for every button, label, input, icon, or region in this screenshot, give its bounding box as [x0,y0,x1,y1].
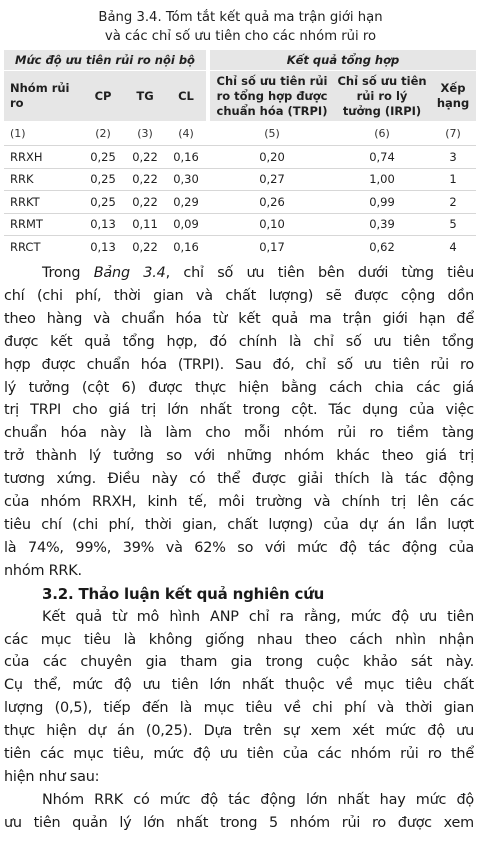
col-number: (3) [137,126,153,140]
text-line: lượng (0,5), tiếp đến là mục tiêu về chi phí và thời gian [4,700,474,717]
cell-trpi: 0,17 [210,236,334,258]
text-line: lý tưởng (cột 6) được thực hiện bằng cách chia các giá [4,379,474,396]
paragraph-table-explanation [4,262,474,285]
cell-xep-hang: 1 [430,168,476,191]
cell-cl: 0,16 [166,236,206,258]
cell-nhom: RRCT [4,236,82,258]
cell-trpi: 0,26 [210,191,334,214]
cell-nhom: RRK [4,168,82,191]
cell-cp: 0,25 [82,146,124,169]
text-line: của nhóm RRXH, kinh tế, môi trường và chính trị lên các [4,494,474,511]
cell-cl: 0,30 [166,168,206,191]
text-line: là 74%, 99%, 39% và 62% so với mức độ tác động của [4,539,474,556]
text-line: thực hiện dự án (0,25). Dựa trên sự xem xét mức độ ưu [4,723,474,740]
table-row [4,213,476,236]
cell-xep-hang: 4 [430,236,476,258]
table-row [4,191,476,214]
text-line: ưu tiên quản lý lớn nhất trong 5 nhóm rủi ro được xem [4,814,474,831]
cell-irpi: 0,62 [334,236,430,258]
text-line: Trong Bảng 3.4, chỉ số ưu tiên bên dưới từng tiêu [42,265,474,281]
text-line: trị TRPI cho giá trị lớn nhất trong cột. Tác dụng của việc [4,402,474,419]
cell-xep-hang: 2 [430,191,476,214]
header-irpi: Chỉ số ưu tiên rủi ro lý tưởng (IRPI) [334,71,430,122]
cell-trpi: 0,27 [210,168,334,191]
table-group-header-row [4,50,476,71]
cell-tg: 0,22 [124,146,166,169]
cell-xep-hang: 3 [430,146,476,169]
text-line: hợp được chuẩn hóa (TRPI). Sau đó, chỉ số ưu tiên rủi ro [4,356,474,373]
text-line: chí (chi phí, thời gian và chất lượng) sẽ được cộng dồn [4,287,474,304]
header-trpi: Chỉ số ưu tiên rủi ro tổng hợp được chuẩn hóa (TRPI) [210,71,334,122]
cell-cl: 0,09 [166,213,206,236]
table-caption [0,8,481,46]
table-header-row [4,71,476,122]
cell-cp: 0,25 [82,168,124,191]
cell-cl: 0,29 [166,191,206,214]
text-line: tương xứng. Điều này có thể được giải thích là tác động [4,471,474,488]
col-number: (5) [264,126,280,140]
paragraph-discussion [4,606,474,629]
cell-irpi: 1,00 [334,168,430,191]
text-line: trở thành lý tưởng so với những nhóm khác theo giá trị [4,448,474,465]
col-number: (2) [95,126,111,140]
text-line: tiên các mục tiêu, mức độ ưu tiên của các nhóm rủi ro thể [4,746,474,763]
col-number: (7) [445,126,461,140]
cell-nhom: RRKT [4,191,82,214]
table-row [4,236,476,258]
cell-cp: 0,13 [82,236,124,258]
table-row [4,168,476,191]
text-line: Kết quả từ mô hình ANP chỉ ra rằng, mức độ ưu tiên [42,608,474,625]
text-line: theo hàng và chuẩn hóa từ kết quả ma trận giới hạn để [4,310,474,327]
text-line: nhóm RRK. [4,562,82,579]
text-line: được kết quả tổng hợp, đó chính là chỉ số ưu tiên tổng [4,333,474,350]
risk-priority-table [4,50,476,258]
text-line: Cụ thể, mức độ ưu tiên lớn nhất thuộc về mục tiêu chất [4,677,474,694]
section-heading: 3.2. Thảo luận kết quả nghiên cứu [42,584,325,603]
col-number: (6) [374,126,390,140]
cell-xep-hang: 5 [430,213,476,236]
body-text [4,262,474,835]
cell-irpi: 0,74 [334,146,430,169]
cell-nhom: RRXH [4,146,82,169]
header-nhom-rui-ro: Nhóm rủi ro [4,71,82,122]
text-line: Nhóm RRK có mức độ tác động lớn nhất hay mức độ [42,791,474,808]
cell-trpi: 0,20 [210,146,334,169]
cell-cp: 0,25 [82,191,124,214]
cell-tg: 0,22 [124,236,166,258]
header-xep-hang: Xếp hạng [430,71,476,122]
text-line: hiện như sau: [4,768,100,785]
paragraph-rrk [4,789,474,812]
text-line: của các chuyên gia tham gia trong cuộc khảo sát này. [4,654,474,671]
cell-trpi: 0,10 [210,213,334,236]
text-line: chuẩn hóa này là làm cho mỗi nhóm rủi ro tiềm tàng [4,425,474,442]
text-line: các mục tiêu là không giống nhau theo cách nhìn nhận [4,631,474,648]
cell-irpi: 0,39 [334,213,430,236]
column-number-row [4,121,476,146]
header-tg: TG [124,71,166,122]
cell-cl: 0,16 [166,146,206,169]
header-cp: CP [82,71,124,122]
cell-tg: 0,22 [124,191,166,214]
group-header-summary: Kết quả tổng hợp [210,50,476,71]
cell-tg: 0,22 [124,168,166,191]
cell-tg: 0,11 [124,213,166,236]
col-number: (4) [178,126,194,140]
cell-cp: 0,13 [82,213,124,236]
caption-line-2: và các chỉ số ưu tiên cho các nhóm rủi ro [104,29,377,44]
col-number: (1) [10,126,26,140]
cell-nhom: RRMT [4,213,82,236]
caption-line-1: Bảng 3.4. Tóm tắt kết quả ma trận giới hạn [98,10,383,25]
text-line: tiêu chí (chi phí, thời gian, chất lượng) của dự án lần lượt [4,516,474,533]
table-row [4,146,476,169]
table-reference: Bảng 3.4 [93,265,166,281]
header-cl: CL [166,71,206,122]
cell-irpi: 0,99 [334,191,430,214]
group-header-internal: Mức độ ưu tiên rủi ro nội bộ [4,50,206,71]
